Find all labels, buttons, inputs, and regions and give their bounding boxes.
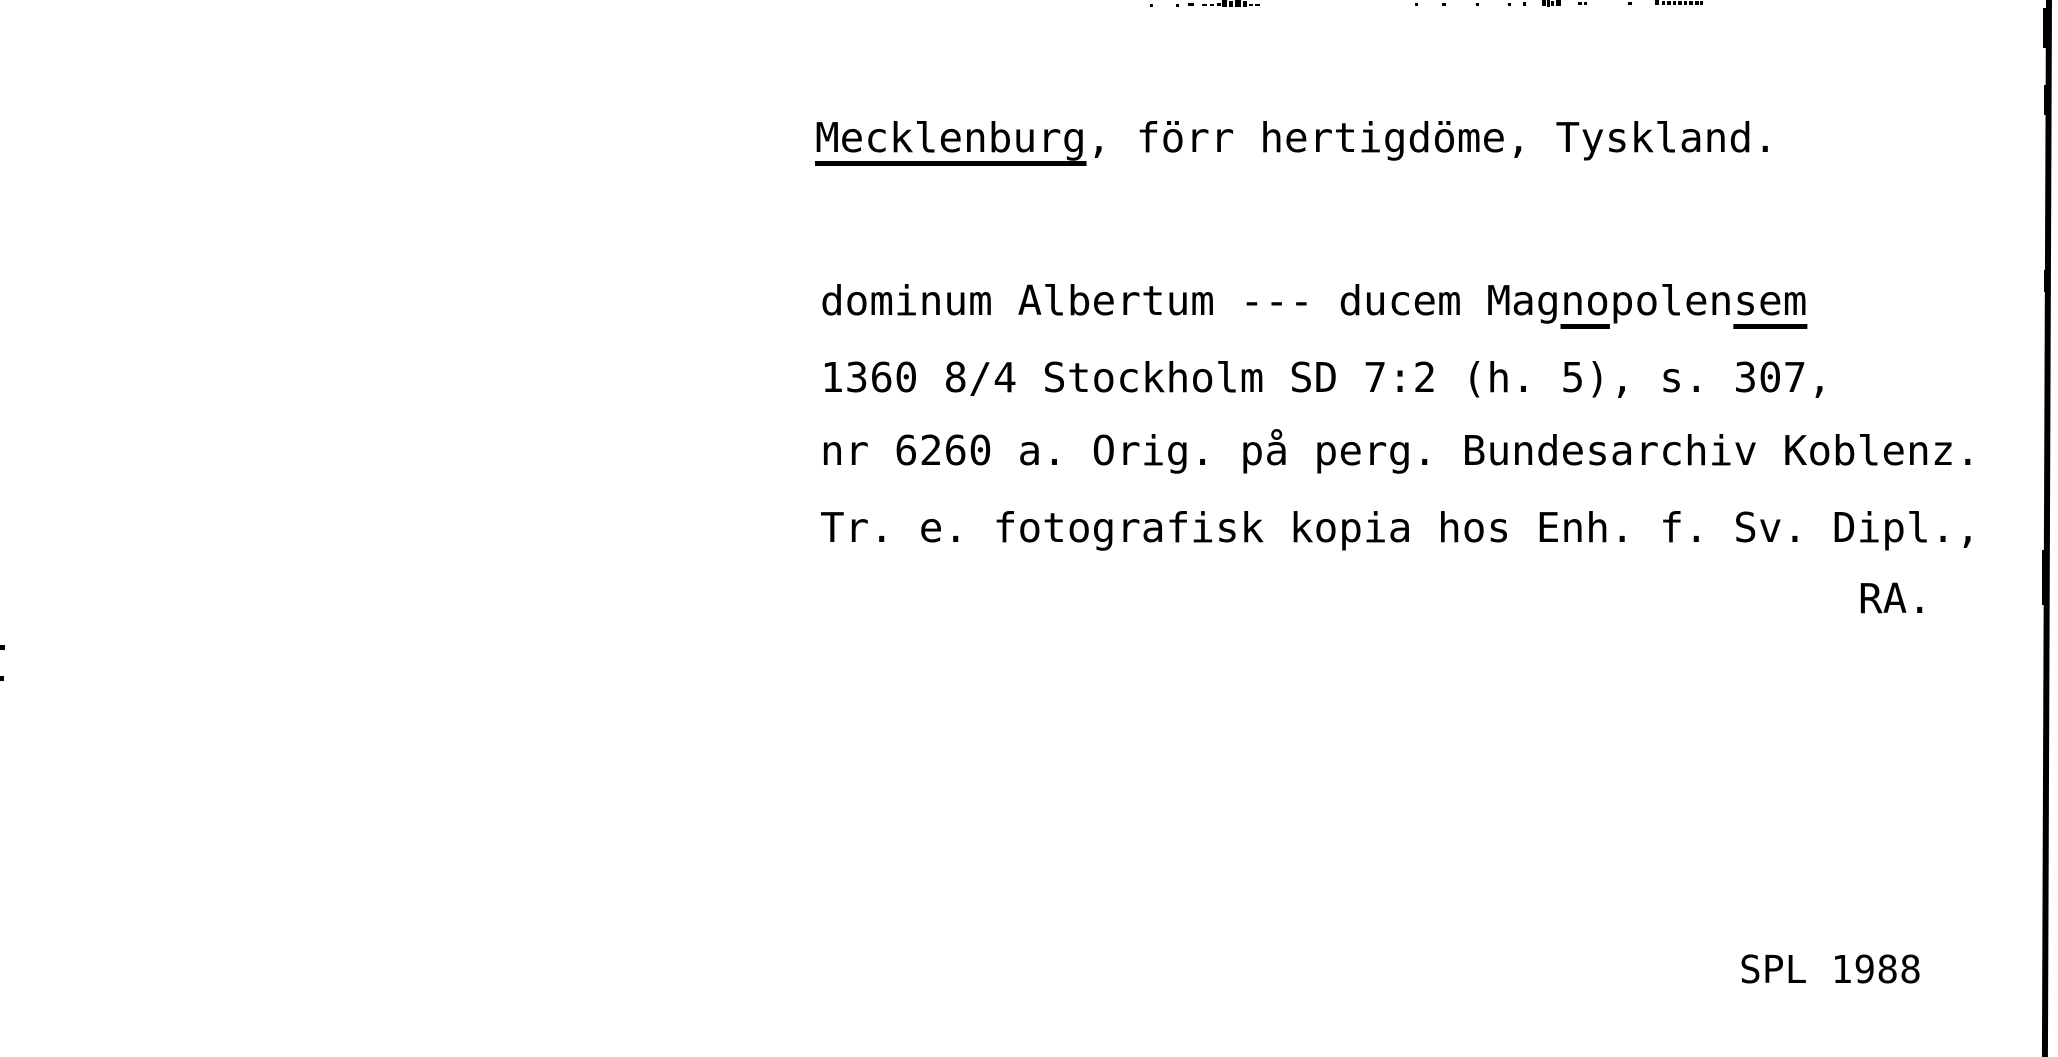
edge-nub <box>2043 8 2047 48</box>
scan-speck <box>1249 4 1253 6</box>
scan-speck <box>1442 3 1446 6</box>
edge-nub <box>2044 85 2047 115</box>
scan-speck <box>1202 4 1207 6</box>
scan-speck <box>1150 4 1153 7</box>
scan-speck <box>1547 0 1550 7</box>
scan-speck <box>1176 4 1179 7</box>
scan-speck <box>1415 3 1418 6</box>
scan-speck <box>1243 1 1247 7</box>
title-keyword: Mecklenburg <box>815 114 1087 162</box>
scan-speck <box>1655 0 1659 5</box>
scan-speck <box>1551 1 1554 6</box>
scan-speck <box>1508 3 1511 6</box>
scan-speck <box>1222 0 1227 7</box>
scan-speck <box>1673 1 1676 5</box>
card-title-line <box>815 114 1778 162</box>
source-line-2: nr 6260 a. Orig. på perg. Bundesarchiv Koblenz. <box>820 427 1981 475</box>
scan-speck <box>0 676 4 681</box>
scan-speck <box>1689 1 1693 5</box>
scan-speck <box>1695 1 1699 5</box>
edge-nub <box>2044 935 2048 1000</box>
edge-nub <box>2044 270 2047 292</box>
scan-speck <box>1667 1 1671 5</box>
title-rest: , förr hertigdöme, Tyskland. <box>1086 114 1778 162</box>
card-right-edge <box>2042 0 2052 1057</box>
scan-speck <box>1188 3 1194 6</box>
scan-speck <box>1255 4 1260 6</box>
scan-speck <box>1523 2 1526 6</box>
scan-speck <box>1542 0 1546 6</box>
scan-speck <box>1235 0 1241 7</box>
scan-speck <box>1217 3 1221 6</box>
edge-nub <box>2043 825 2047 865</box>
source-line-1: 1360 8/4 Stockholm SD 7:2 (h. 5), s. 307, <box>820 354 1833 402</box>
scan-speck <box>1584 2 1587 5</box>
scan-speck <box>1476 3 1479 6</box>
stamp-spl-1988: SPL 1988 <box>1739 948 1923 992</box>
quote-line <box>820 277 1808 325</box>
source-line-3: Tr. e. fotografisk kopia hos Enh. f. Sv. Dipl., <box>820 504 1981 552</box>
scan-speck <box>1210 4 1214 6</box>
quote-pre: dominum Albertum --- ducem Mag <box>820 277 1561 325</box>
scan-speck <box>1684 1 1687 5</box>
quote-underlined-2: sem <box>1733 277 1808 325</box>
scan-speck <box>1229 1 1233 7</box>
quote-mid: polen <box>1609 277 1734 325</box>
scan-speck <box>1700 1 1703 5</box>
scan-speck <box>1628 2 1632 5</box>
scan-speck <box>1662 1 1665 5</box>
edge-nub <box>2042 550 2047 605</box>
source-line-4-ra: RA. <box>1858 575 1933 623</box>
scan-speck <box>1578 2 1582 5</box>
scan-speck <box>1556 0 1561 6</box>
quote-underlined-1: no <box>1560 277 1610 325</box>
scan-speck <box>1678 1 1682 5</box>
scan-speck <box>0 645 5 650</box>
